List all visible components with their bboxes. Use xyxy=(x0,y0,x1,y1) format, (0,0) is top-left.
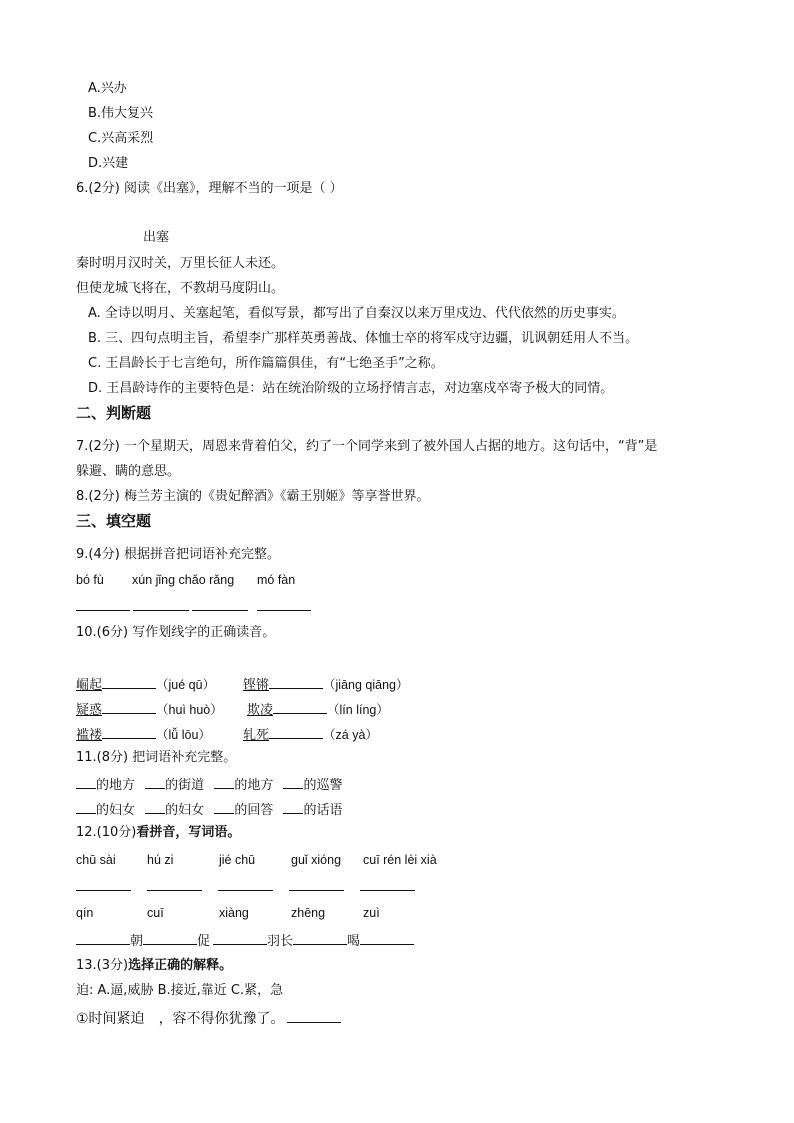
q10-pinyin: （zá yà） xyxy=(323,728,378,742)
q5-option-b: B.伟大复兴 xyxy=(88,106,154,121)
q12-pinyin-1: chū sài xyxy=(76,853,116,867)
q12-char: 喝 xyxy=(347,934,361,949)
q12-pinyin-6: qín xyxy=(76,906,94,920)
q6-option-d: D. 王昌龄诗作的主要特色是：站在统治阶级的立场抒情言志，对边塞戍卒寄予极大的同情。 xyxy=(88,381,614,396)
q7-line-1: 7.(2分) 一个星期天，周恩来背着伯父，约了一个同学来到了被外国人占据的地方。这句话中，“背”是 xyxy=(76,439,658,454)
q11-phrase: 的街道 xyxy=(165,778,205,793)
q12-char: 促 xyxy=(197,934,211,949)
q10-word: 轧死 xyxy=(243,728,270,743)
q11-phrase: 的话语 xyxy=(303,803,343,818)
q6-poem-title: 出塞 xyxy=(143,230,170,245)
q11-row-1 xyxy=(76,774,342,795)
q11-blank[interactable] xyxy=(76,774,96,789)
q10-word: 疑惑 xyxy=(76,703,103,718)
q12-char: 羽长 xyxy=(267,934,294,949)
q10-blank[interactable] xyxy=(102,724,156,739)
q13-item-1 xyxy=(76,1008,341,1028)
q11-phrase: 的地方 xyxy=(234,778,274,793)
q12-char: 朝 xyxy=(130,934,144,949)
q9-pinyin-2: xún jǐng chǎo rǎng xyxy=(132,573,235,587)
q11-blank[interactable] xyxy=(145,774,165,789)
q9-pinyin-1: bó fù xyxy=(76,573,104,587)
q10-item-1 xyxy=(76,674,215,695)
q10-item-5 xyxy=(76,724,211,745)
q12-stem-prefix: 12.(10分) xyxy=(76,825,137,840)
q10-item-2 xyxy=(243,674,408,695)
q11-blank[interactable] xyxy=(145,799,165,814)
section-heading-judgement: 二、判断题 xyxy=(76,404,152,422)
q11-phrase: 的回答 xyxy=(234,803,274,818)
q11-blank[interactable] xyxy=(283,774,303,789)
q11-phrase: 的地方 xyxy=(96,778,136,793)
q12-answer-row-2 xyxy=(76,930,414,951)
q12-blank[interactable] xyxy=(76,930,130,945)
q12-stem xyxy=(76,824,240,842)
q11-blank[interactable] xyxy=(214,774,234,789)
q10-item-6 xyxy=(243,724,378,745)
q6-poem-line-2: 但使龙城飞将在，不教胡马度阴山。 xyxy=(76,281,285,296)
q5-option-d: D.兴建 xyxy=(88,156,129,171)
q6-option-b: B. 三、四句点明主旨，希望李广那样英勇善战、体恤士卒的将军戍守边疆，讥讽朝廷用人不当。 xyxy=(88,331,639,346)
q12-answer-blanks-1[interactable] xyxy=(76,876,415,897)
q8-text: 8.(2分) 梅兰芳主演的《贵妃醉酒》《霸王别姬》等享誉世界。 xyxy=(76,489,430,504)
q10-stem: 10.(6分) 写作划线字的正确读音。 xyxy=(76,625,276,640)
q10-pinyin: （lǚ lōu） xyxy=(156,728,211,742)
q10-pinyin: （lín líng） xyxy=(327,703,389,717)
q11-blank[interactable] xyxy=(76,799,96,814)
q6-option-a: A. 全诗以明月、关塞起笔，看似写景，都写出了自秦汉以来万里戍边、代代依然的历史事实。 xyxy=(88,306,625,321)
q10-word: 褴褛 xyxy=(76,728,103,743)
section-heading-fill: 三、填空题 xyxy=(76,512,152,530)
q13-stem-instruction: 选择正确的解释。 xyxy=(128,958,233,973)
q12-pinyin-5: cuī rén lèi xià xyxy=(363,853,437,867)
q10-item-3 xyxy=(76,699,223,720)
q10-blank[interactable] xyxy=(269,674,323,689)
q11-blank[interactable] xyxy=(283,799,303,814)
q12-stem-instruction: 看拼音，写词语。 xyxy=(136,825,241,840)
q10-blank[interactable] xyxy=(269,724,323,739)
q10-item-4 xyxy=(247,699,389,720)
q9-answer-blanks[interactable] xyxy=(76,596,311,617)
q10-blank[interactable] xyxy=(102,699,156,714)
q12-pinyin-9: zhēng xyxy=(291,906,326,920)
q10-pinyin: （jiāng qiāng） xyxy=(323,678,409,692)
q5-option-a: A.兴办 xyxy=(88,81,127,96)
q10-word: 铿锵 xyxy=(243,678,270,693)
q11-stem: 11.(8分) 把词语补充完整。 xyxy=(76,750,237,765)
q12-blank[interactable] xyxy=(213,930,267,945)
q13-options: 迫: A.逼,威胁 B.接近,靠近 C.紧，急 xyxy=(76,983,284,998)
q11-phrase: 的巡警 xyxy=(303,778,343,793)
q11-row-2 xyxy=(76,799,342,820)
q12-pinyin-10: zuì xyxy=(363,906,380,920)
q13-blank[interactable] xyxy=(287,1008,341,1023)
q5-option-c: C.兴高采烈 xyxy=(88,131,154,146)
q11-phrase: 的妇女 xyxy=(165,803,205,818)
q11-phrase: 的妇女 xyxy=(96,803,136,818)
q10-blank[interactable] xyxy=(102,674,156,689)
q6-option-c: C. 王昌龄长于七言绝句，所作篇篇俱佳，有“七绝圣手”之称。 xyxy=(88,356,444,371)
q12-pinyin-4: guǐ xióng xyxy=(291,853,342,867)
q10-word: 欺凌 xyxy=(247,703,274,718)
q12-pinyin-7: cuī xyxy=(147,906,164,920)
q10-pinyin: （huì huò） xyxy=(156,703,223,717)
q10-word: 崛起 xyxy=(76,678,103,693)
q10-blank[interactable] xyxy=(273,699,327,714)
q9-pinyin-3: mó fàn xyxy=(257,573,296,587)
q11-blank[interactable] xyxy=(214,799,234,814)
q13-stem xyxy=(76,957,232,975)
q12-pinyin-8: xiàng xyxy=(219,906,249,920)
q13-item-1-text: ①时间紧迫 xyxy=(76,1011,145,1027)
q13-item-1-text-end: ，容不得你犹豫了。 xyxy=(158,1011,285,1027)
q12-blank[interactable] xyxy=(360,930,414,945)
q6-poem-line-1: 秦时明月汉时关，万里长征人未还。 xyxy=(76,256,285,271)
q6-stem: 6.(2分) 阅读《出塞》，理解不当的一项是（ ） xyxy=(76,181,343,196)
q10-pinyin: （jué qū） xyxy=(156,678,216,692)
q13-stem-prefix: 13.(3分) xyxy=(76,958,129,973)
q12-pinyin-2: hú zi xyxy=(147,853,174,867)
q12-blank[interactable] xyxy=(293,930,347,945)
q7-line-2: 躲避、瞒的意思。 xyxy=(76,464,181,479)
q12-blank[interactable] xyxy=(143,930,197,945)
q12-pinyin-3: jié chū xyxy=(219,853,256,867)
q9-stem: 9.(4分) 根据拼音把词语补充完整。 xyxy=(76,547,280,562)
